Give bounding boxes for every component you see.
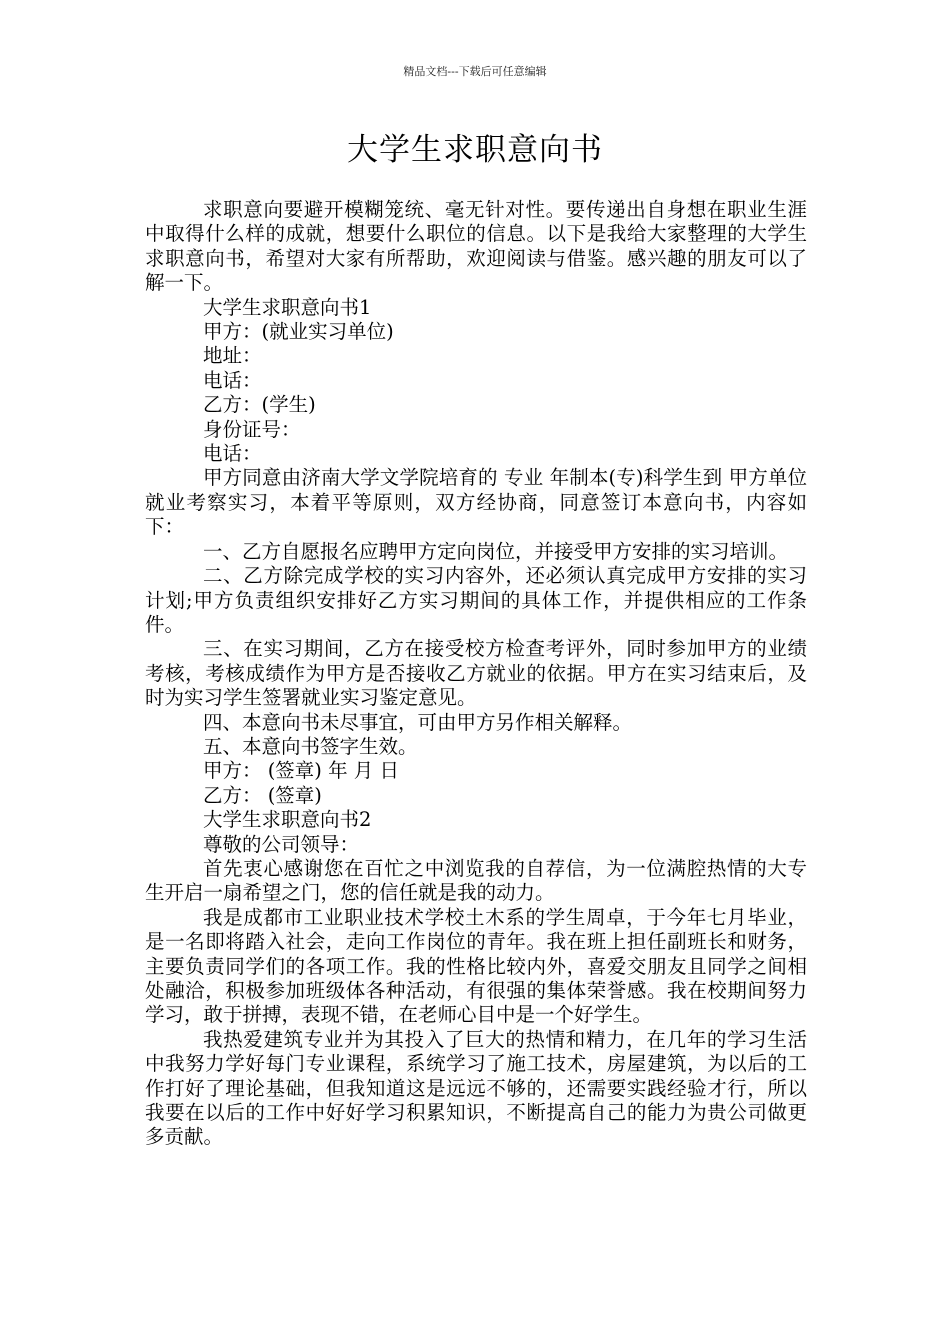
id-number-line: 身份证号： (203, 417, 301, 441)
clause-2: 二、乙方除完成学校的实习内容外，还必须认真完成甲方安排的实习计划;甲方负责组织安排好乙方实习期间的具体工作，并提供相应的工作条件。 (145, 564, 807, 636)
section-heading-1: 大学生求职意向书1 (203, 295, 372, 319)
clause-1: 一、乙方自愿报名应聘甲方定向岗位，并接受甲方安排的实习培训。 (203, 539, 789, 563)
section-heading-2: 大学生求职意向书2 (203, 808, 372, 832)
clause-4: 四、本意向书未尽事宜，可由甲方另作相关解释。 (203, 710, 633, 734)
phone-line-b: 电话： (203, 442, 262, 466)
signature-party-b: 乙方： (签章) (203, 783, 322, 807)
address-line: 地址： (203, 344, 262, 368)
header-note: 精品文档---下载后可任意编辑 (403, 65, 547, 78)
party-a-line: 甲方：(就业实习单位) (203, 320, 394, 344)
clause-3: 三、在实习期间，乙方在接受校方检查考评外，同时参加甲方的业绩考核，考核成绩作为甲方是否接收乙方就业的依据。甲方在实习结束后，及时为实习学生签署就业实习鉴定意见。 (145, 637, 807, 710)
document-body (145, 198, 807, 1150)
party-b-line: 乙方：(学生) (203, 393, 316, 417)
intro-paragraph: 求职意向要避开模糊笼统、毫无针对性。要传递出自身想在职业生涯中取得什么样的成就，想要什么职位的信息。以下是我给大家整理的大学生求职意向书，希望对大家有所帮助，欢迎阅读与借鉴。感兴趣的朋友可以了解一下。 (145, 198, 807, 295)
letter-paragraph-2: 我是成都市工业职业技术学校土木系的学生周卓，于今年七月毕业，是一名即将踏入社会，走向工作岗位的青年。我在班上担任副班长和财务，主要负责同学们的各项工作。我的性格比较内外，喜爱交朋友且同学之间相处融洽，积极参加班级体各种活动，有很强的集体荣誉感。我在校期间努力学习，敢于拼搏，表现不错，在老师心目中是一个好学生。 (145, 905, 807, 1027)
phone-line-a: 电话： (203, 368, 262, 392)
agreement-paragraph: 甲方同意由济南大学文学院培育的 专业 年制本(专)科学生到 甲方单位就业考察实习，本着平等原则，双方经协商，同意签订本意向书，内容如下： (145, 466, 807, 539)
clause-5: 五、本意向书签字生效。 (203, 734, 418, 758)
document-title: 大学生求职意向书 (347, 132, 603, 168)
letter-paragraph-1: 首先衷心感谢您在百忙之中浏览我的自荐信，为一位满腔热情的大专生开启一扇希望之门，您的信任就是我的动力。 (145, 856, 807, 905)
letter-paragraph-3: 我热爱建筑专业并为其投入了巨大的热情和精力，在几年的学习生活中我努力学好每门专业课程，系统学习了施工技术，房屋建筑，为以后的工作打好了理论基础，但我知道这是远远不够的，还需要实践经验才行，所以我要在以后的工作中好好学习积累知识，不断提高自己的能力为贵公司做更多贡献。 (145, 1027, 807, 1149)
signature-party-a: 甲方： (签章) 年 月 日 (203, 759, 400, 783)
salutation: 尊敬的公司领导： (203, 832, 360, 856)
